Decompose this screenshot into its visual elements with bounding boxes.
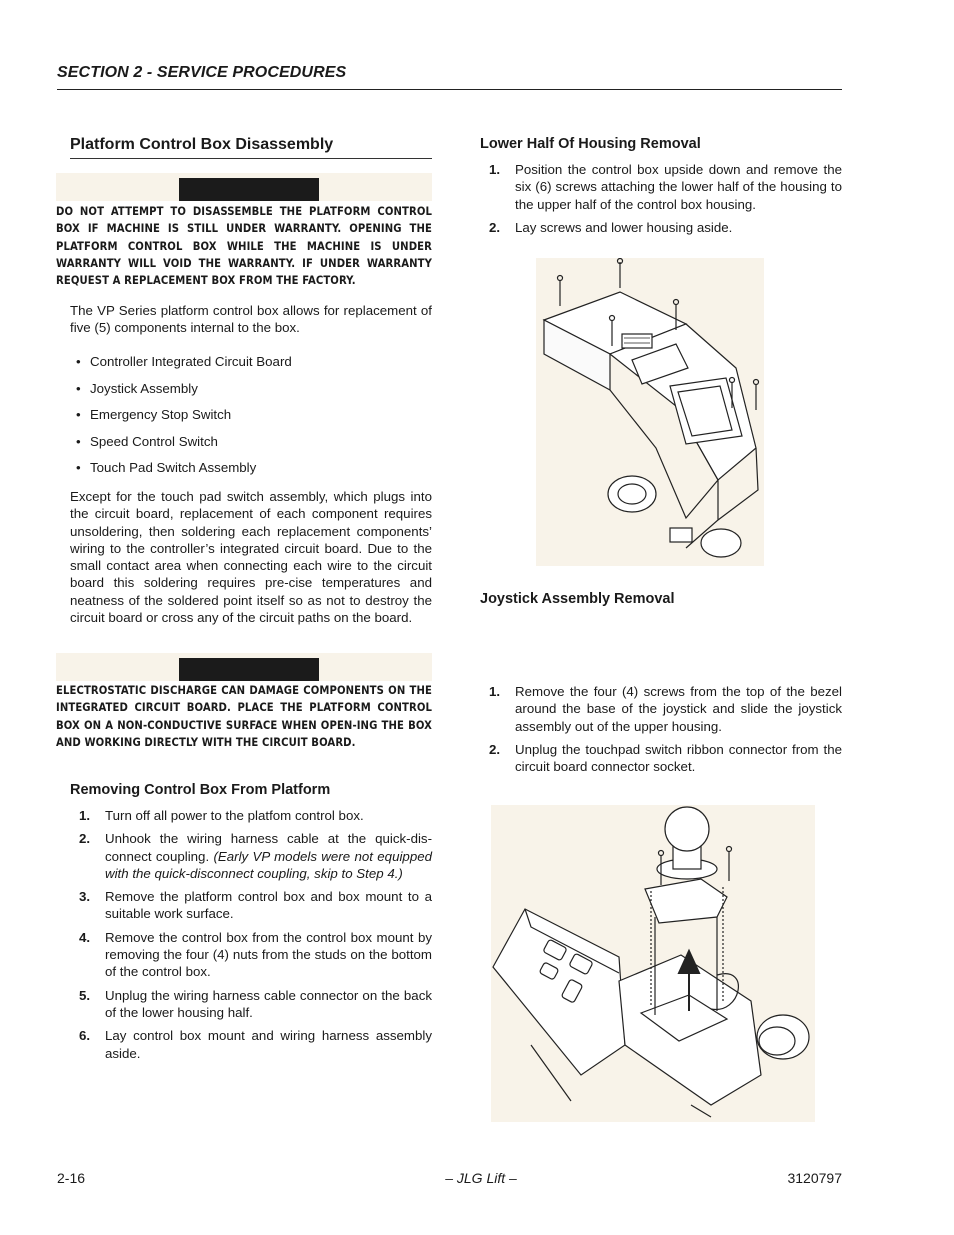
step-item: 3. Remove the platform control box and box mount to a suitable work surface. <box>79 889 432 922</box>
list-item: • Controller Integrated Circuit Board <box>76 354 292 369</box>
step-item: 1. Position the control box upside down and remove the six (6) screws attaching the lower half of the housing to the upper half of the control box housing. <box>489 162 842 212</box>
list-item: • Speed Control Switch <box>76 433 218 449</box>
page-title: Platform Control Box Disassembly <box>70 136 334 153</box>
step-item: 6. Lay control box mount and wiring harness assembly aside. <box>79 1028 432 1061</box>
title-rule <box>70 158 432 159</box>
joystick-title: Joystick Assembly Removal <box>480 591 675 607</box>
removing-steps <box>70 807 432 1068</box>
step-item: 2. Unhook the wiring harness cable at the quick-dis-connect coupling. (Early VP models were not equipped with the quick-disconnect coupling, skip to Step 4.) <box>79 831 432 881</box>
list-item: • Emergency Stop Switch <box>76 407 232 422</box>
section-header: SECTION 2 - SERVICE PROCEDURES <box>57 64 347 81</box>
component-list <box>76 353 292 486</box>
caution-label-bar <box>179 658 319 681</box>
joystick-illustration <box>491 805 815 1122</box>
step-item: 2. Lay screws and lower housing aside. <box>489 219 733 235</box>
esd-warning-text: ELECTROSTATIC DISCHARGE CAN DAMAGE COMPONENTS ON THE INTEGRATED CIRCUIT BOARD. PLACE THE PLATFORM CONTROL BOX ON A NON-CONDUCTIVE SURFACE WHEN OPEN-ING THE BOX AND WORKING DIRECTLY WITH THE CIRCUIT BOARD. <box>56 684 432 749</box>
lower-housing-title: Lower Half Of Housing Removal <box>480 136 701 152</box>
step-item: 1. Turn off all power to the platfom control box. <box>79 808 364 823</box>
step-item: 4. Remove the control box from the control box mount by removing the four (4) nuts from the studs on the bottom of the control box. <box>79 929 432 980</box>
header-rule <box>57 89 842 90</box>
intro-paragraph: The VP Series platform control box allows for replacement of five (5) components internal to the box. <box>70 303 432 336</box>
removing-title: Removing Control Box From Platform <box>70 782 331 798</box>
joystick-removal-figure <box>491 805 815 1122</box>
step-item: 5. Unplug the wiring harness cable connector on the back of the lower housing half. <box>79 987 432 1020</box>
step-item: 1. Remove the four (4) screws from the top of the bezel around the base of the joystick and slide the joystick assembly out of the upper housing. <box>489 684 842 734</box>
footer-brand: – JLG Lift – <box>445 1170 517 1186</box>
list-item: • Joystick Assembly <box>76 380 198 396</box>
page-number: 2-16 <box>57 1170 86 1186</box>
lower-housing-steps <box>480 161 842 242</box>
control-box-illustration <box>536 258 764 566</box>
caution-banner <box>56 653 432 681</box>
warning-banner <box>56 173 432 201</box>
joystick-steps <box>480 683 842 781</box>
body-paragraph: Except for the touch pad switch assembly, which plugs into the circuit board, replacement of each component requires unsoldering, then soldering each replacement components’ wiring to the controller’s integrated circuit board. Due to the small contact area when connecting each wire to the circuit board this soldering requires pre-cise temperatures and neatness of the soldered point itself so as not to destroy the circuit board or cross any of the circuit paths on the board. <box>70 489 432 626</box>
control-box-housing-figure <box>536 258 764 566</box>
document-number: 3120797 <box>787 1170 842 1186</box>
warning-label-bar <box>179 178 319 201</box>
list-item: • Touch Pad Switch Assembly <box>76 460 257 475</box>
step-item: 2. Unplug the touchpad switch ribbon connector from the circuit board connector socket. <box>489 741 842 775</box>
warranty-warning-text: DO NOT ATTEMPT TO DISASSEMBLE THE PLATFORM CONTROL BOX IF MACHINE IS STILL UNDER WARRANTY. OPENING THE PLATFORM CONTROL BOX WHILE THE MACHINE IS UNDER WARRANTY WILL VOID THE WARRANTY. IF UNDER WARRANTY REQUEST A REPLACEMENT BOX FROM THE FACTORY. <box>56 205 432 288</box>
